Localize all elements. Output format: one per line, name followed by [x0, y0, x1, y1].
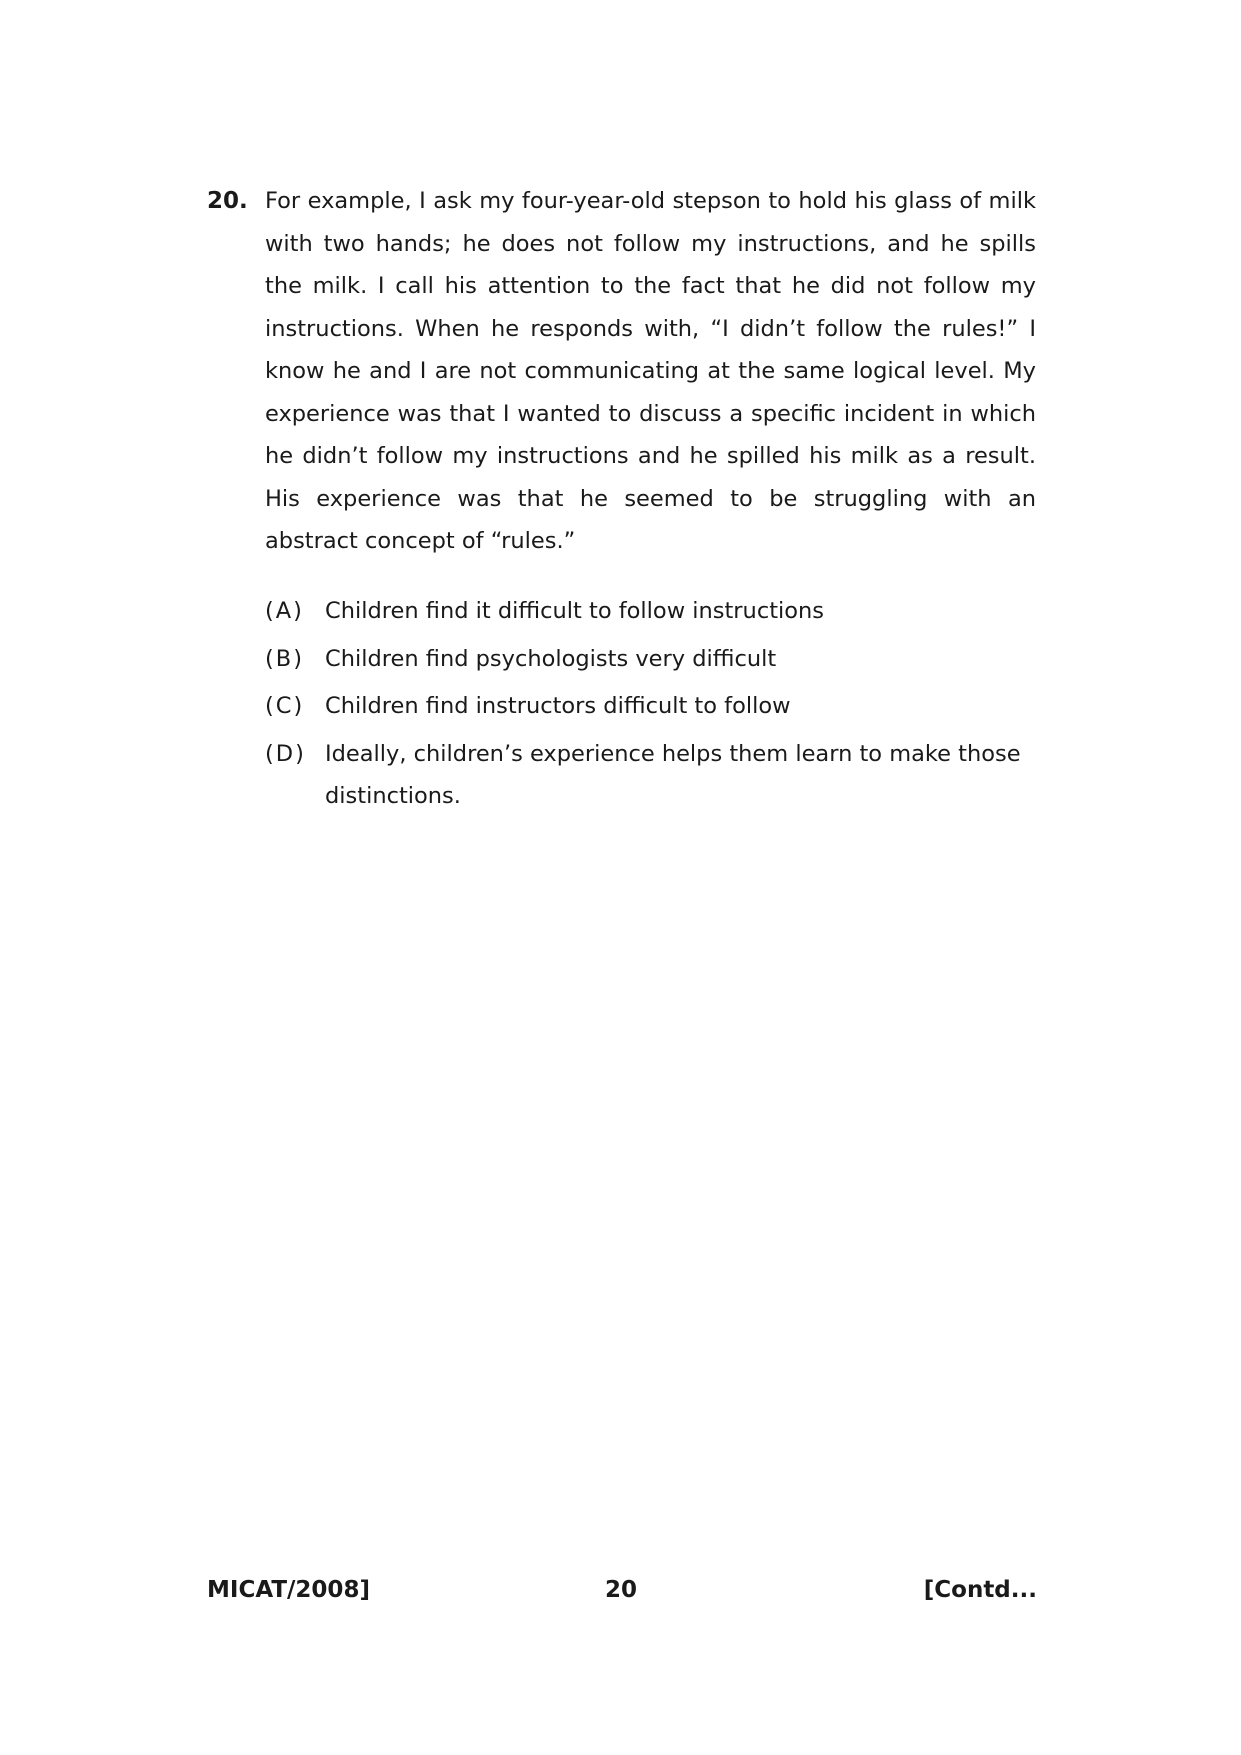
continued-marker: [Contd... [923, 1577, 1037, 1603]
question-text: For example, I ask my four-year-old stepson to hold his glass of milk with two hands; he does not follow my instructions, and he spills the milk. I call his attention to the fact that he did not follow my instructions. When he responds with, “I didn’t follow the rules!” I know he and I are not communicating at the same logical level. My experience was that I wanted to discuss a specific incident in which he didn’t follow my instructions and he spilled his milk as a result. His experience was that he seemed to be struggling with an abstract concept of “rules.” [265, 188, 1036, 554]
option-d [265, 733, 1037, 818]
option-text: Children find it difficult to follow instructions [325, 598, 825, 624]
exam-code: MICAT/2008] [207, 1577, 370, 1603]
question-number: 20. [207, 188, 248, 214]
option-a [265, 590, 1037, 633]
option-label: (D) [265, 740, 306, 767]
option-c [265, 685, 1037, 728]
option-text: Children find instructors difficult to follow [325, 693, 791, 719]
option-label: (B) [265, 645, 304, 672]
option-label: (C) [265, 693, 305, 719]
option-label: (A) [265, 598, 304, 624]
page-number: 20 [605, 1577, 638, 1603]
option-text: Ideally, children’s experience helps them learn to make those distinctions. [325, 740, 1021, 809]
options-list [265, 590, 1037, 823]
option-text: Children find psychologists very difficult [325, 645, 777, 672]
page-footer [207, 1570, 1037, 1610]
option-b [265, 638, 1037, 681]
